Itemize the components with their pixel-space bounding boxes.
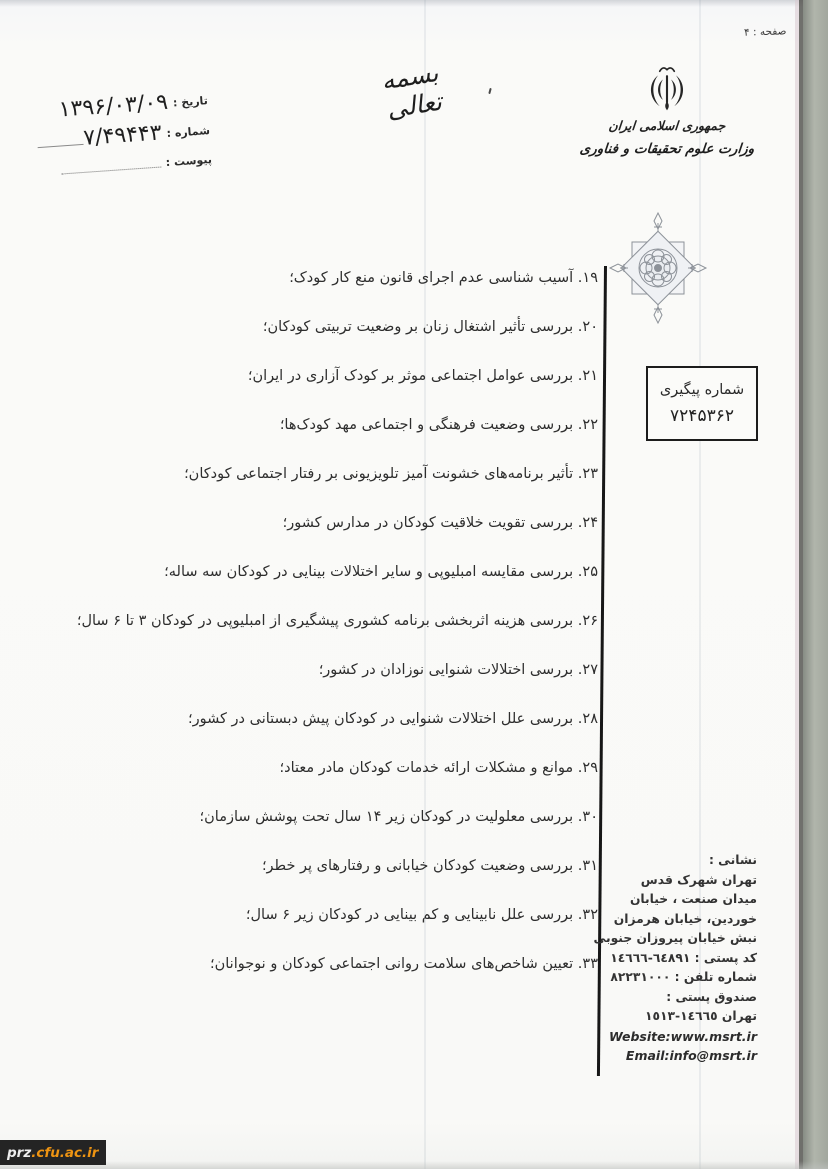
- site-watermark: [0, 1140, 106, 1165]
- date-value: ۱۳۹۶/۰۳/۰۹: [57, 89, 169, 123]
- list-item: ۲۹. موانع و مشکلات ارائه خدمات کودکان مادر معتاد؛: [279, 760, 598, 776]
- list-item: ۱۹. آسیب شناسی عدم اجرای قانون منع کار کودک؛: [289, 270, 598, 286]
- watermark-prefix: prz: [7, 1144, 32, 1161]
- address-line: نشانی :: [708, 853, 757, 867]
- address-pobox-label: صندوق پستی :: [666, 989, 757, 1004]
- tracking-number-box: [646, 366, 758, 441]
- list-item: ۲۵. بررسی مقایسه امبلیوپی و سایر اختلالات بینایی در کودکان سه ساله؛: [164, 564, 598, 580]
- attachment-row: [12, 153, 212, 180]
- page-number: صفحه : ۴: [743, 25, 787, 39]
- scan-background-band: [803, 0, 828, 1169]
- address-line: خوردین، خیابان هرمزان: [613, 911, 757, 926]
- numbered-topic-list: [76, 270, 598, 1005]
- list-item: ۲۰. بررسی تأثیر اشتغال زنان بر وضعیت تربیتی کودکان؛: [262, 319, 598, 335]
- list-item: ۲۴. بررسی تقویت خلاقیت کودکان در مدارس کشور؛: [282, 515, 598, 531]
- address-website: Website:www.msrt.ir: [609, 1028, 757, 1044]
- date-label: تاریخ :: [172, 93, 209, 110]
- bismillah-calligraphy: بسمه تعالی: [379, 57, 444, 124]
- address-line: میدان صنعت ، خیابان: [629, 892, 757, 906]
- tracking-number-value: ۷۲۴۵۳۶۲: [670, 405, 734, 426]
- ink-speck: [488, 88, 491, 94]
- iran-emblem-icon: [640, 64, 694, 116]
- org-ministry-title: وزارت علوم تحقیقات و فناوری: [579, 141, 755, 157]
- scan-edge-top: [0, 0, 828, 7]
- list-item: ۳۱. بررسی وضعیت کودکان خیابانی و رفتارهای پر خطر؛: [261, 858, 598, 874]
- number-fill-line: [37, 133, 84, 148]
- list-item: ۲۷. بررسی اختلالات شنوایی نوزادان در کشور؛: [318, 662, 598, 678]
- org-country-title: جمهوری اسلامی ایران: [607, 118, 727, 133]
- list-item: ۲۸. بررسی علل اختلالات شنوایی در کودکان پیش دبستانی در کشور؛: [187, 711, 598, 727]
- ornamental-medallion-icon: [608, 211, 708, 325]
- attachment-label: پیوست :: [165, 152, 213, 170]
- address-pobox-value: تهران ١٤٦٦٥-١٥١٣: [644, 1009, 757, 1023]
- list-item: ۲۶. بررسی هزینه اثربخشی برنامه کشوری پیشگیری از امبلیوپی در کودکان ۳ تا ۶ سال؛: [76, 613, 598, 629]
- address-phone: شماره تلفن : ٨٢٢٣١٠٠٠: [610, 970, 757, 984]
- attachment-dotted-line: [61, 159, 161, 175]
- address-email: Email:info@msrt.ir: [625, 1048, 757, 1063]
- footer-address-block: [587, 851, 757, 1066]
- address-line: تهران شهرک قدس: [640, 872, 757, 887]
- org-titles: [578, 118, 756, 157]
- letter-meta-block: [7, 87, 212, 184]
- number-value: ۷/۴۹۴۴۳: [82, 120, 163, 151]
- list-item: ۳۲. بررسی علل نابینایی و کم بینایی در کودکان زیر ۶ سال؛: [245, 907, 598, 923]
- list-item: ۲۳. تأثیر برنامه‌های خشونت آمیز تلویزیونی بر رفتار اجتماعی کودکان؛: [184, 466, 598, 482]
- address-line: نبش خیابان پیروزان جنوبی: [593, 931, 757, 945]
- scan-edge-bottom: [0, 1161, 828, 1169]
- watermark-suffix: .cfu.ac.ir: [31, 1144, 99, 1161]
- tracking-number-label: شماره پیگیری: [659, 381, 745, 398]
- number-label: شماره :: [166, 123, 211, 140]
- list-item: ۳۳. تعیین شاخص‌های سلامت روانی اجتماعی کودکان و نوجوانان؛: [210, 956, 598, 972]
- list-item: ۲۱. بررسی عوامل اجتماعی موثر بر کودک آزاری در ایران؛: [247, 368, 598, 384]
- list-item: ۳۰. بررسی معلولیت در کودکان زیر ۱۴ سال تحت پوشش سازمان؛: [199, 809, 598, 825]
- address-postal-code: کد پستی : ٦٤٨٩١-١٤٦٦٦: [610, 950, 757, 965]
- list-item: ۲۲. بررسی وضعیت فرهنگی و اجتماعی مهد کودک‌ها؛: [279, 417, 598, 433]
